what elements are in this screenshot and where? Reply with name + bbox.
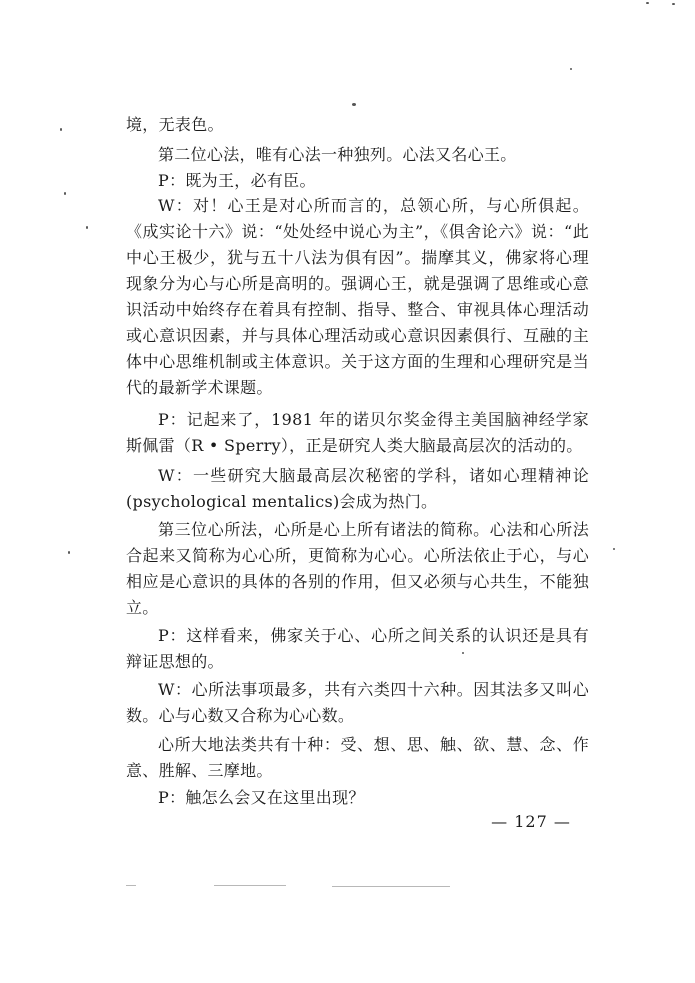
- page-number: — 127 —: [491, 812, 571, 831]
- scan-speck: [570, 68, 572, 70]
- scan-speck: [86, 226, 88, 229]
- scan-artifact: [126, 885, 136, 886]
- scan-speck: [64, 192, 66, 195]
- paragraph: P：触怎么会又在这里出现？: [158, 788, 365, 807]
- paragraph: W：心所法事项最多，共有六类四十六种。因其法多又叫心数。心与心数又合称为心心数。: [126, 680, 589, 725]
- paragraph: P：记起来了，1981 年的诺贝尔奖金得主美国脑神经学家斯佩雷（R • Sperry），正是研究人类大脑最高层次的活动的。: [126, 410, 589, 455]
- paragraph: P：既为王，必有臣。: [158, 171, 316, 190]
- paragraph: 境，无表色。: [126, 115, 224, 134]
- scan-artifact: [332, 886, 450, 887]
- scan-speck: [613, 548, 615, 550]
- scan-speck: [672, 3, 675, 5]
- paragraph: P：这样看来，佛家关于心、心所之间关系的认识还是具有辩证思想的。: [126, 626, 589, 671]
- paragraph: 心所大地法类共有十种：受、想、思、触、欲、慧、念、作意、胜解、三摩地。: [126, 735, 589, 780]
- scan-speck: [646, 2, 649, 4]
- scan-speck: [68, 551, 70, 554]
- scan-speck: [352, 103, 356, 106]
- paragraph: 第二位心法，唯有心法一种独列。心法又名心王。: [158, 145, 517, 164]
- scan-speck: [60, 128, 62, 131]
- paragraph: W：一些研究大脑最高层次秘密的学科，诸如心理精神论(psychological mentalics)会成为热门。: [126, 466, 589, 511]
- scan-artifact: [214, 885, 286, 886]
- paragraph: W：对！心王是对心所而言的，总领心所，与心所俱起。《成实论十六》说：“处处经中说心为主”，《俱舍论六》说：“此中心王极少，犹与五十八法为俱有因”。揣摩其义，佛家将心理现象分为心与心所是高明的。强调心王，就是强调了思维或心意识活动中始终存在着具有控制、指导、整合、审视具体心理活动或心意识因素，并与具体心理活动或心意识因素俱行、互融的主体中心思维机制或主体意识。关于这方面的生理和心理研究是当代的最新学术课题。: [126, 196, 589, 397]
- paragraph: 第三位心所法，心所是心上所有诸法的简称。心法和心所法合起来又简称为心心所，更简称为心心。心所法依止于心，与心相应是心意识的具体的各别的作用，但又必须与心共生，不能独立。: [126, 520, 589, 617]
